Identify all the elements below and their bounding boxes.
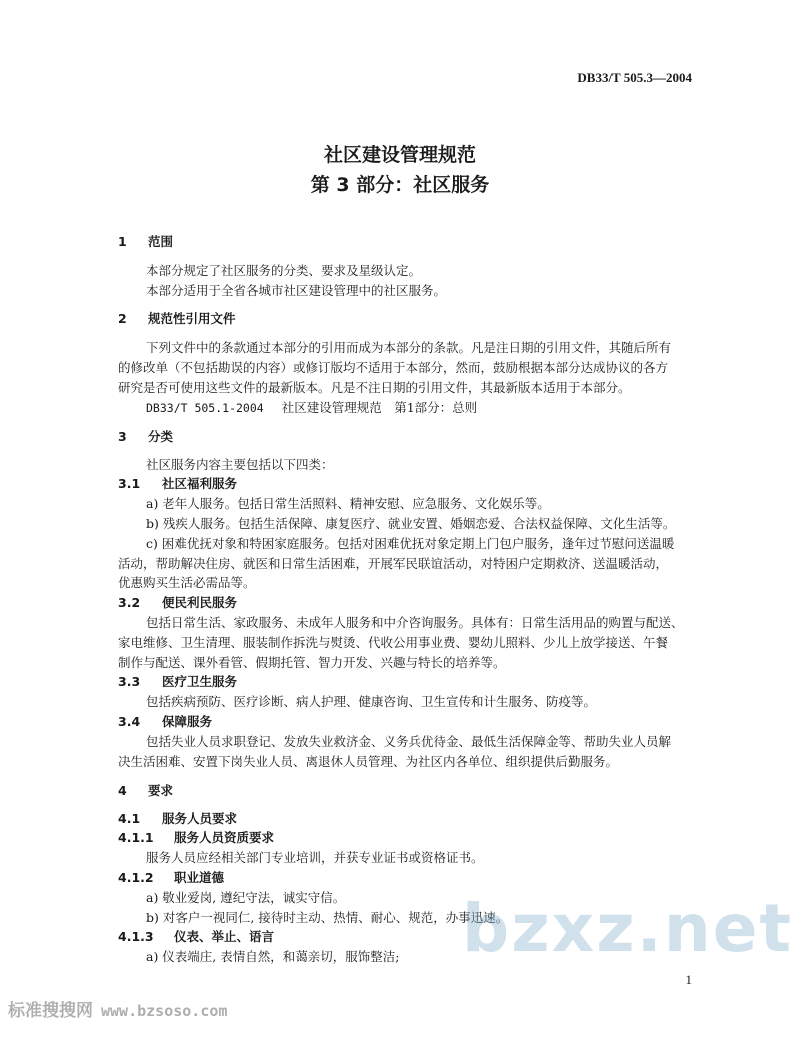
paragraph: 包括失业人员求职登记、发放失业救济金、义务兵优待金、最低生活保障金等、帮助失业人员解 bbox=[146, 734, 672, 749]
paragraph: 本部分规定了社区服务的分类、要求及星级认定。 bbox=[146, 263, 422, 278]
subsection-3-4-heading bbox=[118, 712, 212, 730]
list-item: a) 敬业爱岗, 遵纪守法，诚实守信。 bbox=[146, 890, 346, 905]
document-title: 社区建设管理规范 bbox=[323, 144, 476, 166]
section-title: 要求 bbox=[148, 783, 174, 798]
subsection-title: 便民利民服务 bbox=[162, 595, 238, 610]
subsection-number: 4.1.2 bbox=[118, 870, 154, 885]
section-number: 3 bbox=[118, 429, 127, 444]
subsection-number: 4.1.3 bbox=[118, 929, 154, 944]
list-item-continuation: 活动，帮助解决住房、就医和日常生活困难，开展军民联谊活动，对特困户定期救济、送温暖活动， bbox=[118, 556, 669, 571]
subsection-title: 职业道德 bbox=[174, 870, 225, 885]
section-3-heading bbox=[118, 427, 173, 445]
section-number: 1 bbox=[118, 234, 127, 249]
paragraph: 制作与配送、课外看管、假期托管、智力开发、兴趣与特长的培养等。 bbox=[118, 655, 506, 670]
paragraph: 包括日常生活、家政服务、未成年人服务和中介咨询服务。具体有：日常生活用品的购置与配送、 bbox=[146, 615, 684, 630]
paragraph: 研究是否可使用这些文件的最新版本。凡是不注日期的引用文件，其最新版本适用于本部分。 bbox=[118, 380, 631, 395]
section-title: 规范性引用文件 bbox=[148, 311, 236, 326]
paragraph: 社区服务内容主要包括以下四类： bbox=[146, 457, 334, 472]
subsection-number: 3.4 bbox=[118, 714, 141, 729]
subsection-number: 3.3 bbox=[118, 674, 141, 689]
watermark-logo: bzxz.net bbox=[462, 890, 794, 967]
page-number: 1 bbox=[685, 972, 692, 987]
subsection-number: 4.1.1 bbox=[118, 830, 154, 845]
section-title: 分类 bbox=[148, 429, 174, 444]
reference-code: DB33/T 505.1-2004 bbox=[146, 401, 264, 415]
paragraph: 决生活困难、安置下岗失业人员、离退休人员管理、为社区内各单位、组织提供后勤服务。 bbox=[118, 754, 619, 769]
paragraph: 本部分适用于全省各城市社区建设管理中的社区服务。 bbox=[146, 283, 447, 298]
subsection-number: 4.1 bbox=[118, 811, 141, 826]
section-number: 2 bbox=[118, 311, 127, 326]
paragraph: 的修改单（不包括勘误的内容）或修订版均不适用于本部分，然而，鼓励根据本部分达成协议的各方 bbox=[118, 360, 669, 375]
subsection-3-3-heading bbox=[118, 672, 237, 690]
paragraph: 包括疾病预防、医疗诊断、病人护理、健康咨询、卫生宣传和计生服务、防疫等。 bbox=[146, 694, 597, 709]
normative-reference bbox=[146, 398, 477, 416]
subsection-3-1-heading bbox=[118, 474, 237, 492]
section-4-heading bbox=[118, 781, 173, 799]
list-item: b) 残疾人服务。包括生活保障、康复医疗、就业安置、婚姻恋爱、合法权益保障、文化生活等。 bbox=[146, 516, 676, 531]
list-item: b) 对客户一视同仁, 接待时主动、热情、耐心、规范，办事迅速。 bbox=[146, 910, 509, 925]
subsection-title: 保障服务 bbox=[162, 714, 213, 729]
standard-number: DB33/T 505.3—2004 bbox=[577, 70, 692, 85]
reference-title: 社区建设管理规范 第1部分：总则 bbox=[281, 400, 478, 415]
subsection-title: 仪表、举止、语言 bbox=[174, 929, 275, 944]
subsection-4-1-1-heading bbox=[118, 828, 274, 846]
list-item-continuation: 优惠购买生活必需品等。 bbox=[118, 575, 256, 590]
list-item: a) 仪表端庄, 表情自然，和蔼亲切，服饰整洁; bbox=[146, 949, 400, 964]
subsection-3-2-heading bbox=[118, 593, 237, 611]
paragraph: 家电维修、卫生清理、服装制作拆洗与熨烫、代收公用事业费、婴幼儿照料、少儿上放学接送、午餐 bbox=[118, 635, 669, 650]
list-item: c) 困难优抚对象和特困家庭服务。包括对困难优抚对象定期上门包户服务，逢年过节慰问送温暖 bbox=[146, 536, 675, 551]
document-subtitle: 第 3 部分：社区服务 bbox=[310, 174, 490, 196]
section-number: 4 bbox=[118, 783, 127, 798]
list-item: a) 老年人服务。包括日常生活照料、精神安慰、应急服务、文化娱乐等。 bbox=[146, 496, 550, 511]
watermark-site-name: 标准搜搜网 bbox=[8, 1001, 93, 1021]
subsection-title: 医疗卫生服务 bbox=[162, 674, 238, 689]
section-title: 范围 bbox=[148, 234, 174, 249]
section-1-heading bbox=[118, 232, 173, 250]
paragraph: 下列文件中的条款通过本部分的引用而成为本部分的条款。凡是注日期的引用文件，其随后所有 bbox=[146, 340, 672, 355]
paragraph: 服务人员应经相关部门专业培训，并获专业证书或资格证书。 bbox=[146, 850, 484, 865]
subsection-title: 服务人员要求 bbox=[162, 811, 238, 826]
watermark-footer bbox=[8, 996, 227, 1021]
subsection-title: 社区福利服务 bbox=[162, 476, 238, 491]
subsection-title: 服务人员资质要求 bbox=[174, 830, 275, 845]
section-2-heading bbox=[118, 309, 236, 327]
subsection-number: 3.2 bbox=[118, 595, 141, 610]
subsection-4-1-heading bbox=[118, 809, 237, 827]
subsection-4-1-2-heading bbox=[118, 868, 224, 886]
subsection-number: 3.1 bbox=[118, 476, 141, 491]
watermark-url: www.bzsoso.com bbox=[101, 1002, 228, 1020]
subsection-4-1-3-heading bbox=[118, 927, 274, 945]
